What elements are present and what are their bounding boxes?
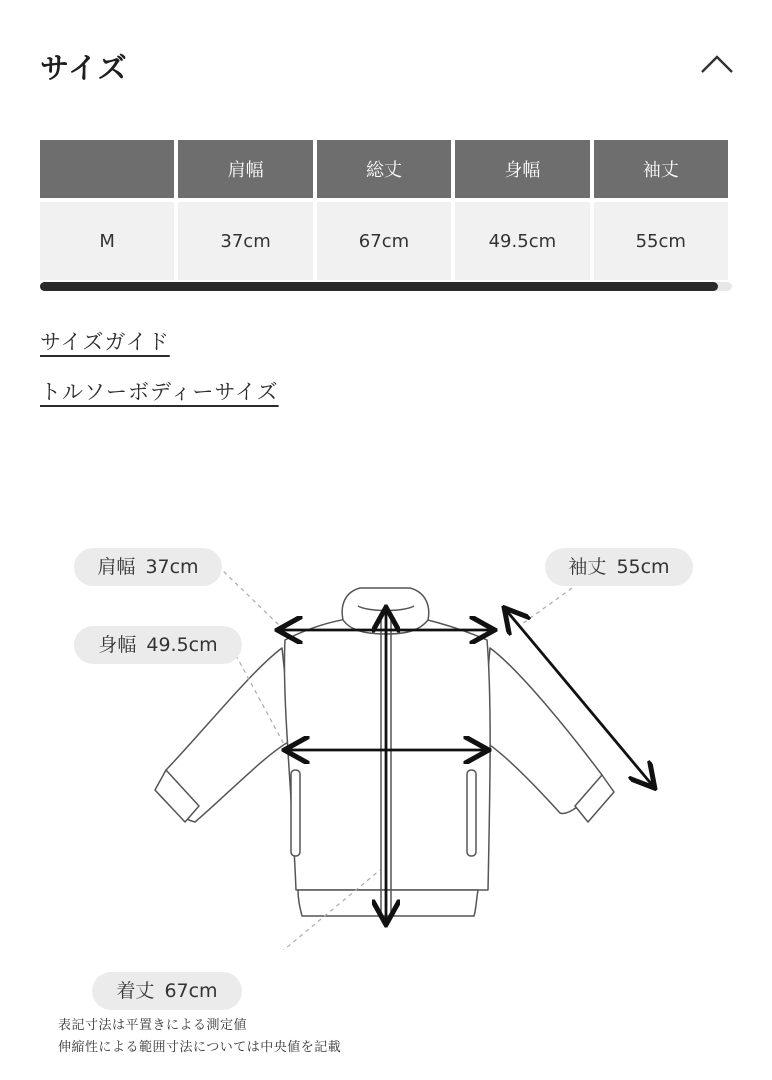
total-length-label — [92, 972, 242, 1010]
table-cell-size: M — [40, 198, 174, 280]
measurement-diagram — [0, 530, 772, 1002]
section-title: サイズ — [40, 51, 128, 85]
table-header-row — [40, 140, 728, 198]
table-header-cell: 袖丈 — [594, 140, 728, 198]
torso-body-size-link[interactable]: トルソーボディーサイズ — [40, 380, 279, 404]
body-width-label — [74, 626, 242, 664]
table-header-cell — [40, 140, 174, 198]
size-section-header[interactable] — [40, 40, 740, 90]
horizontal-scrollbar[interactable] — [40, 282, 732, 291]
table-cell: 49.5cm — [455, 198, 589, 280]
measure-value: 67cm — [164, 980, 218, 1002]
table-cell: 37cm — [178, 198, 312, 280]
measure-name: 肩幅 — [97, 556, 136, 578]
jacket-illustration — [0, 530, 772, 950]
size-table — [36, 140, 732, 280]
scrollbar-thumb[interactable] — [40, 282, 718, 291]
chevron-up-icon[interactable] — [700, 52, 734, 76]
table-header-cell: 総丈 — [317, 140, 451, 198]
size-guide-link[interactable]: サイズガイド — [40, 330, 170, 354]
measure-value: 49.5cm — [146, 634, 218, 656]
size-table-container[interactable] — [40, 140, 732, 280]
table-cell: 55cm — [594, 198, 728, 280]
measurement-note: 伸縮性による範囲寸法については中央値を記載 — [58, 1040, 342, 1055]
measurement-note: 表記寸法は平置きによる測定値 — [58, 1018, 248, 1033]
sleeve-length-label — [545, 548, 693, 586]
shoulder-width-label — [74, 548, 222, 586]
measure-value: 55cm — [616, 556, 670, 578]
measure-name: 着丈 — [116, 980, 155, 1002]
table-header-cell: 身幅 — [455, 140, 589, 198]
table-row — [40, 198, 728, 280]
measure-value: 37cm — [145, 556, 199, 578]
table-cell: 67cm — [317, 198, 451, 280]
measure-name: 袖丈 — [568, 556, 607, 578]
measure-name: 身幅 — [98, 634, 137, 656]
table-header-cell: 肩幅 — [178, 140, 312, 198]
